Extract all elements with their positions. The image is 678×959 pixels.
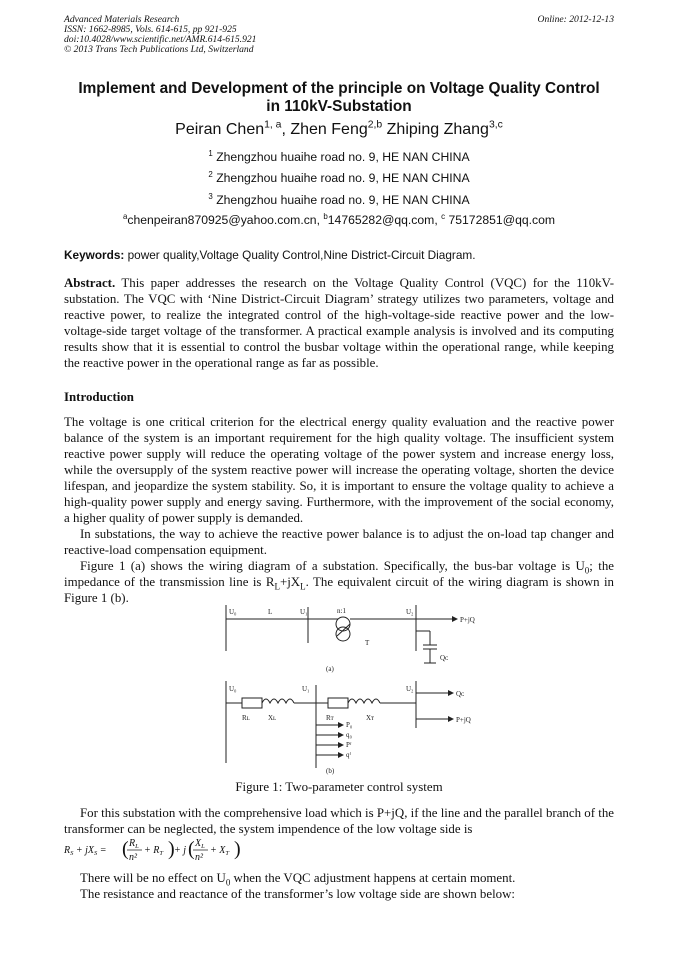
intro-paragraph-3 [64, 558, 614, 606]
affiliation-3-num: 3 [208, 191, 213, 201]
intro-paragraph-2 [64, 526, 614, 558]
figure-1-caption: Figure 1: Two-parameter control system [235, 780, 443, 794]
inductor-xt [348, 699, 380, 703]
svg-text:(: ( [122, 838, 129, 860]
formula-sub-l1: L [135, 843, 139, 850]
formula-sub-s2: S [94, 850, 98, 857]
intro-paragraph-4 [64, 805, 614, 837]
affiliation-1 [40, 150, 638, 164]
fig-label-qf: qᶠ [346, 751, 351, 759]
intro-p1-text: The voltage is one critical criterion for the electrical energy quality evaluation and the reactive power balance of the system is an important requirement for the high quality voltage. The insufficient system reactive power supply will reduce the operating voltage of the power system and increase energy loss, while the oversupply of the system reactive power will increase the operating voltage, shorten the device lifespan, and jeopardize the system stability. So, it is important to ensure the voltage quality to achieve a high-quality power supply and energy saving. Furthermore, with the improvement of the social economy, a higher quality of power supply is demanded. [64, 415, 614, 525]
u0-subscript: 0 [584, 565, 590, 576]
email-c: 75172851@qq.com [448, 213, 556, 227]
figure-1-circuit-diagram [220, 603, 480, 778]
author-2-sup: 2,b [367, 119, 383, 131]
email-b-sup: b [323, 211, 328, 221]
xl-subscript: L [300, 581, 306, 592]
fig-label-a: (a) [326, 665, 334, 673]
issn-line: ISSN: 1662-8985, Vols. 614-615, pp 921-925 [64, 24, 237, 35]
intro-p5-a: There will be no effect on U [80, 871, 226, 885]
fig-label-qc-a: Qᴄ [440, 654, 449, 662]
affiliation-2-text: Zhengzhou huaihe road no. 9, HE NAN CHINA [216, 171, 470, 185]
formula-plus-j: + j [174, 845, 187, 856]
resistor-rt [328, 698, 348, 708]
author-1-sup: 1, a [264, 119, 282, 131]
intro-p5-b: when the VQC adjustment happens at certain moment. [230, 871, 516, 885]
svg-text:+ RT [144, 845, 163, 857]
fig-label-t: T [365, 639, 370, 647]
fig-label-load-b: P+jQ [456, 716, 471, 724]
email-a-sup: a [122, 211, 128, 221]
fig-label-u2-a: U₂ [406, 608, 414, 616]
fig-label-l: L [268, 608, 273, 616]
affiliation-3 [40, 193, 638, 207]
affiliation-3-text: Zhengzhou huaihe road no. 9, HE NAN CHINA [216, 193, 470, 207]
formula-eq: = [97, 845, 107, 856]
email-line [40, 213, 638, 227]
affiliation-1-num: 1 [208, 148, 213, 158]
svg-text:+ XT [210, 845, 229, 857]
copyright-line: © 2013 Trans Tech Publications Ltd, Switzerland [64, 44, 254, 55]
formula-sub-s1: S [70, 850, 74, 857]
svg-text:(: ( [188, 838, 195, 860]
fig-label-pf: Pᶠ [346, 741, 352, 749]
fig-label-b: (b) [326, 767, 335, 775]
inductor-xl [262, 699, 294, 703]
intro-paragraph-6 [64, 886, 614, 902]
intro-p4-text: For this substation with the comprehensive load which is P+jQ, if the line and the parallel branch of the transformer can be neglected, the system impendence of the low voltage side is [64, 806, 614, 836]
formula-rl: R [129, 838, 136, 849]
journal-name: Advanced Materials Research [64, 14, 180, 25]
author-3-sup: 3,c [488, 119, 503, 131]
svg-text:): ) [168, 838, 175, 860]
intro-p3-c: +jX [279, 575, 301, 589]
formula-r: R [64, 845, 71, 856]
keywords-text: power quality,Voltage Quality Control,Nine District-Circuit Diagram. [127, 248, 476, 262]
affiliation-2-num: 2 [208, 169, 213, 179]
author-3: Zhiping Zhang [386, 121, 489, 138]
keywords-label: Keywords: [64, 248, 125, 262]
fig-label-q0: q₀ [346, 731, 352, 739]
email-c-sup: c [441, 211, 446, 221]
intro-p6-text: The resistance and reactance of the transformer’s low voltage side are shown below: [80, 887, 516, 901]
formula-sub-l2: L [201, 843, 205, 850]
fig-label-u0-a: U₀ [229, 608, 237, 616]
email-a: chenpeiran870925@yahoo.com.cn, [127, 213, 320, 227]
intro-paragraph-1 [64, 414, 614, 526]
svg-text:RL [128, 838, 139, 850]
abstract-text: This paper addresses the research on the Voltage Quality Control (VQC) for the 110kV-substation. The VQC with ‘Nine District-Circuit Diagram’ strategy utilizes two parameters, voltage and reactive power, to realize the integrated control of the high-voltage-side reactive power and the low-voltage-side target voltage of the transformer. A practical example analysis is involved and its computing results show that it is essential to control the busbar voltage within the operational range, while keeping the reactive power in the operational range as far as possible. [64, 276, 615, 370]
formula-sub-t1: T [159, 850, 163, 857]
formula-xl: X [195, 838, 202, 849]
online-date: Online: 2012-12-13 [537, 14, 614, 25]
affiliation-1-text: Zhengzhou huaihe road no. 9, HE NAN CHINA [216, 150, 470, 164]
transformer-coil-2 [336, 627, 350, 641]
formula-n2-b: n² [195, 852, 203, 863]
abstract-label: Abstract. [64, 276, 116, 290]
abstract [64, 275, 614, 371]
fig-label-p0: P₀ [346, 721, 353, 729]
fig-label-ratio: n:1 [337, 607, 346, 615]
fig-label-u2-b: U₂ [406, 685, 414, 693]
email-b: 14765282@qq.com, [327, 213, 438, 227]
rl-subscript: L [274, 581, 280, 592]
intro-p3-d: . The equivalent circuit of the wiring diagram is shown in Figure 1 (b). [64, 575, 614, 605]
author-list: Peiran Chen$^{1, a}$, Zhen Feng$^{2,b}$ Zhiping Zhang$^{3,c}$ [175, 119, 503, 138]
intro-p3-b: ; the impedance of the transmission line is R [64, 559, 614, 589]
title-line-1: Implement and Development of the principle on Voltage Quality Control [78, 80, 600, 97]
svg-text:RS + jXS = [64, 845, 107, 857]
formula-plus-xt: + X [210, 845, 226, 856]
fig-label-rt: Rᴛ [326, 714, 334, 722]
formula-sub-t2: T [225, 850, 229, 857]
fig-label-load-a: P+jQ [460, 616, 475, 624]
u0-subscript-2: 0 [225, 877, 231, 888]
author-2: Zhen Feng [290, 121, 368, 138]
resistor-rl [242, 698, 262, 708]
keywords [64, 248, 614, 262]
fig-label-u0-b: U₀ [229, 685, 237, 693]
formula-jx: + jX [73, 845, 94, 856]
fig-label-xl: Xʟ [268, 714, 277, 722]
intro-p3-a: Figure 1 (a) shows the wiring diagram of a substation. Specifically, the bus-bar voltage is U [80, 559, 585, 573]
intro-paragraph-5 [64, 870, 614, 886]
doi-line: doi:10.4028/www.scientific.net/AMR.614-615.921 [64, 34, 257, 45]
section-heading-introduction: Introduction [64, 390, 134, 404]
author-1: Peiran Chen [175, 121, 265, 138]
fig-label-qc-b: Qᴄ [456, 690, 465, 698]
affiliation-2 [40, 171, 638, 185]
svg-text:): ) [234, 838, 241, 860]
formula-plus-rt: + R [144, 845, 160, 856]
fig-label-u1-b: U₁ [302, 685, 310, 693]
fig-label-rl: Rʟ [242, 714, 250, 722]
journal-header [64, 15, 256, 55]
fig-label-xt: Xᴛ [366, 714, 375, 722]
intro-p2-text: In substations, the way to achieve the reactive power balance is to adjust the on-load tap changer and reactive-load compensation equipment. [64, 527, 614, 557]
title-line-2: in 110kV-Substation [266, 98, 412, 115]
system-impedance-formula [64, 835, 264, 865]
svg-text:XL [194, 838, 205, 850]
formula-n2-a: n² [129, 852, 137, 863]
fig-label-u1-a: U₁ [300, 608, 308, 616]
paper-title [40, 80, 638, 116]
